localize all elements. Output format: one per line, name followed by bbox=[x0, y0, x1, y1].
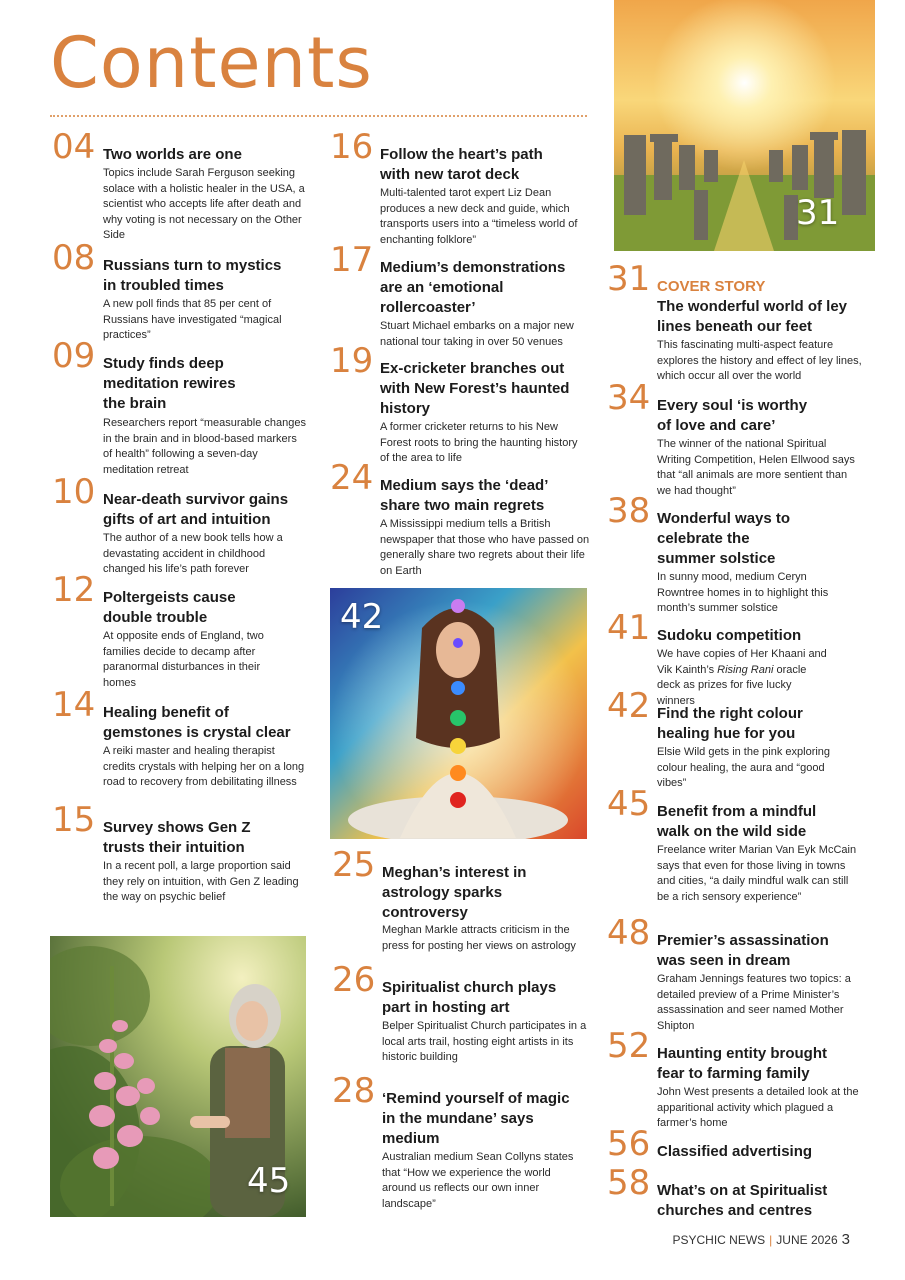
entry-title: Classified advertising bbox=[657, 1143, 813, 1160]
photo-page-number: 31 bbox=[796, 193, 840, 233]
entry-title: Medium says the ‘dead’ share two main regrets bbox=[380, 477, 548, 514]
page-number: 52 bbox=[607, 1026, 651, 1066]
entry-summary: This fascinating multi-aspect feature explores the history and effect of ley lines, which occur all over the world bbox=[657, 339, 862, 383]
page-number: 12 bbox=[52, 570, 96, 610]
magazine-name: PSYCHIC NEWS bbox=[672, 1233, 766, 1247]
entry-title: Meghan’s interest in astrology sparks controversy bbox=[382, 864, 527, 921]
entry-summary-text: We have copies of Her Khaani and Vik Kainth’s bbox=[657, 648, 827, 676]
entry-title: Ex-cricketer branches out with New Forest’s haunted history bbox=[380, 360, 570, 417]
entry-title: The wonderful world of ley lines beneath our feet bbox=[657, 298, 848, 335]
entry-title: Healing benefit of gemstones is crystal clear bbox=[103, 704, 291, 741]
page-number: 56 bbox=[607, 1124, 651, 1164]
issue-date: JUNE 2026 bbox=[776, 1233, 838, 1247]
entry-summary bbox=[657, 647, 832, 709]
photo-stonehenge-sunrise[interactable] bbox=[614, 0, 875, 251]
page-number: 04 bbox=[52, 127, 96, 167]
entry-summary: The winner of the national Spiritual Writing Competition, Helen Ellwood says that “all animals are more sentient than we had thought” bbox=[657, 438, 855, 497]
entry-title: Russians turn to mystics in troubled times bbox=[103, 257, 282, 294]
deck-title: Rising Rani bbox=[717, 663, 774, 676]
entry-title: Two worlds are one bbox=[103, 146, 242, 163]
entry-title: Near-death survivor gains gifts of art and intuition bbox=[103, 491, 289, 528]
entry-title: ‘Remind yourself of magic in the mundane’ says medium bbox=[382, 1090, 570, 1147]
page-number: 24 bbox=[330, 458, 374, 498]
footer-separator: | bbox=[769, 1233, 773, 1247]
entry-summary: Australian medium Sean Collyns states that “How we experience the world around us reflects our own inner landscape” bbox=[382, 1151, 574, 1210]
entry-title: Every soul ‘is worthy of love and care’ bbox=[657, 397, 808, 434]
entry-summary: Researchers report “measurable changes in the brain and in blood-based markers of health” following a seven-day meditation retreat bbox=[103, 417, 306, 476]
entry-summary-text: oracle deck as prizes for five lucky winners bbox=[657, 663, 807, 707]
page-number: 09 bbox=[52, 336, 96, 376]
page-footer bbox=[672, 1231, 850, 1248]
entry-title: Benefit from a mindful walk on the wild side bbox=[657, 803, 817, 840]
entry-summary: John West presents a detailed look at the apparitional activity which plagued a farmer’s home bbox=[657, 1086, 859, 1130]
page-number: 10 bbox=[52, 472, 96, 512]
photo-page-number: 45 bbox=[247, 1161, 291, 1201]
page-number: 25 bbox=[332, 845, 376, 885]
entry-title: Study finds deep meditation rewires the brain bbox=[103, 355, 236, 412]
page-number: 17 bbox=[330, 240, 374, 280]
entry-summary: A new poll finds that 85 per cent of Russians have investigated “magical practices” bbox=[103, 298, 282, 342]
entry-summary: In sunny mood, medium Ceryn Rowntree homes in to highlight this month’s summer solstice bbox=[657, 571, 829, 615]
entry-title: Wonderful ways to celebrate the summer solstice bbox=[657, 510, 791, 567]
entry-summary: Meghan Markle attracts criticism in the press for posting her views on astrology bbox=[382, 924, 576, 952]
entry-title: Spiritualist church plays part in hosting art bbox=[382, 979, 557, 1016]
entry-summary: Belper Spiritualist Church participates in a local arts trail, hosting eight artists in its historic building bbox=[382, 1020, 587, 1064]
page-title: Contents bbox=[50, 22, 373, 104]
page-number: 42 bbox=[607, 686, 651, 726]
page-number: 45 bbox=[607, 784, 651, 824]
page-number: 41 bbox=[607, 608, 651, 648]
entry-title: Haunting entity brought fear to farming family bbox=[657, 1045, 827, 1082]
entry-title: Poltergeists cause double trouble bbox=[103, 589, 236, 626]
cover-story-label: COVER STORY bbox=[657, 278, 766, 295]
page-number: 26 bbox=[332, 960, 376, 1000]
entry-summary: Elsie Wild gets in the pink exploring colour healing, the aura and “good vibes” bbox=[657, 746, 831, 790]
entry-title: What’s on at Spiritualist churches and centres bbox=[657, 1182, 828, 1219]
page-number: 31 bbox=[607, 259, 651, 299]
entry-summary: Freelance writer Marian Van Eyk McCain says that even for those living in towns and cities, “a daily mindful walk can still be a rich sensory experience” bbox=[657, 844, 857, 903]
page-number: 28 bbox=[332, 1071, 376, 1111]
page-number: 34 bbox=[607, 378, 651, 418]
page-number: 38 bbox=[607, 491, 651, 531]
photo-page-number: 42 bbox=[340, 597, 384, 637]
entry-title: Premier’s assassination was seen in dream bbox=[657, 932, 829, 969]
entry-summary: A reiki master and healing therapist credits crystals with helping her on a long road to recovery from debilitating illness bbox=[103, 745, 305, 789]
entry-summary: Topics include Sarah Ferguson seeking solace with a holistic healer in the USA, a scientist who accepts life after death and why voting is not necessary on the Other Side bbox=[103, 167, 305, 242]
page-number: 19 bbox=[330, 341, 374, 381]
entry-summary: Stuart Michael embarks on a major new national tour taking in over 50 venues bbox=[380, 320, 574, 348]
entry-title: Survey shows Gen Z trusts their intuition bbox=[103, 819, 251, 856]
entry-summary: At opposite ends of England, two families decide to decamp after paranormal disturbances in their homes bbox=[103, 630, 264, 689]
entry-title: Medium’s demonstrations are an ‘emotional rollercoaster’ bbox=[380, 259, 566, 316]
entry-title: Sudoku competition bbox=[657, 627, 802, 644]
entry-title: Follow the heart’s path with new tarot deck bbox=[380, 146, 543, 183]
photo-woman-foxgloves[interactable] bbox=[50, 936, 306, 1217]
page-number: 48 bbox=[607, 913, 651, 953]
page-number: 14 bbox=[52, 685, 96, 725]
folio-page-number: 3 bbox=[841, 1231, 850, 1248]
entry-summary: A Mississippi medium tells a British newspaper that those who have passed on generally share two regrets about their life on Earth bbox=[380, 518, 590, 577]
page-number: 58 bbox=[607, 1163, 651, 1203]
page-number: 16 bbox=[330, 127, 374, 167]
title-divider bbox=[50, 115, 587, 117]
entry-summary: The author of a new book tells how a devastating accident in childhood changed his life’s path forever bbox=[103, 532, 283, 576]
page-number: 08 bbox=[52, 238, 96, 278]
entry-summary: A former cricketer returns to his New Forest roots to bring the haunting history of the area to life bbox=[380, 421, 578, 465]
entry-summary: Multi-talented tarot expert Liz Dean produces a new deck and guide, which transports users into a “timeless world of enchanting folklore” bbox=[380, 187, 578, 246]
photo-chakra-meditation[interactable] bbox=[330, 588, 587, 839]
entry-summary: In a recent poll, a large proportion said they rely on intuition, with Gen Z leading the way on psychic belief bbox=[103, 860, 299, 904]
entry-summary: Graham Jennings features two topics: a detailed preview of a Prime Minister’s assassination and seer named Mother Shipton bbox=[657, 973, 851, 1032]
page-number: 15 bbox=[52, 800, 96, 840]
entry-title: Find the right colour healing hue for you bbox=[657, 705, 803, 742]
